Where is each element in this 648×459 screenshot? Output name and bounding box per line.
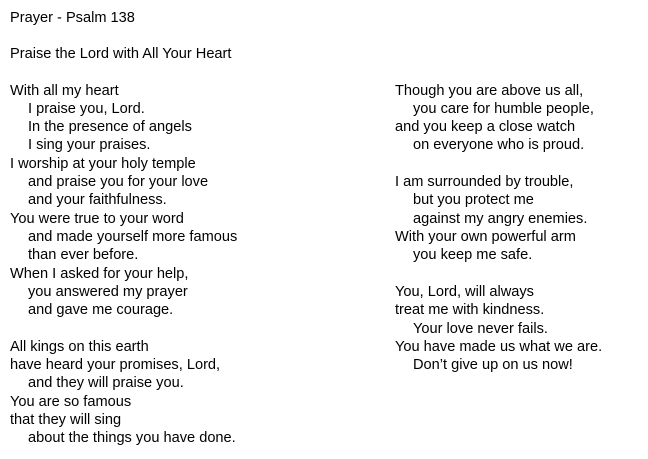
verse-line: and made yourself more famous [28,229,238,245]
verse-line: you keep me safe. [413,247,533,263]
verse-line: I am surrounded by trouble, [395,174,574,190]
verse-line: I praise you, Lord. [28,101,145,117]
document-subtitle: Praise the Lord with All Your Heart [10,46,232,62]
verse-line: and praise you for your love [28,174,209,190]
verse-line: and your faithfulness. [28,192,167,208]
verse-line: have heard your promises, Lord, [10,357,221,373]
verse-line: Don’t give up on us now! [413,357,573,373]
verse-line: I worship at your holy temple [10,156,196,172]
verse-line: than ever before. [28,247,139,263]
verse-line: on everyone who is proud. [413,137,585,153]
verse-line: You, Lord, will always [395,284,534,300]
verse-line: When I asked for your help, [10,266,189,282]
verse-line: against my angry enemies. [413,211,588,227]
verse-line: and they will praise you. [28,375,184,391]
verse-line: In the presence of angels [28,119,192,135]
verse-line: treat me with kindness. [395,302,545,318]
verse-line: and gave me courage. [28,302,174,318]
verse-line: You are so famous [10,394,132,410]
verse-line: I sing your praises. [28,137,151,153]
verse-line: that they will sing [10,412,122,428]
verse-line: With your own powerful arm [395,229,576,245]
verse-line: Though you are above us all, [395,83,584,99]
verse-line: With all my heart [10,83,119,99]
verse-line: you answered my prayer [28,284,188,300]
verse-line: and you keep a close watch [395,119,576,135]
verse-line: All kings on this earth [10,339,149,355]
verse-line: about the things you have done. [28,430,236,446]
verse-line: you care for humble people, [413,101,594,117]
verse-line: Your love never fails. [413,321,548,337]
document-title: Prayer - Psalm 138 [10,10,135,26]
verse-line: but you protect me [413,192,534,208]
verse-line: You were true to your word [10,211,184,227]
verse-line: You have made us what we are. [395,339,603,355]
